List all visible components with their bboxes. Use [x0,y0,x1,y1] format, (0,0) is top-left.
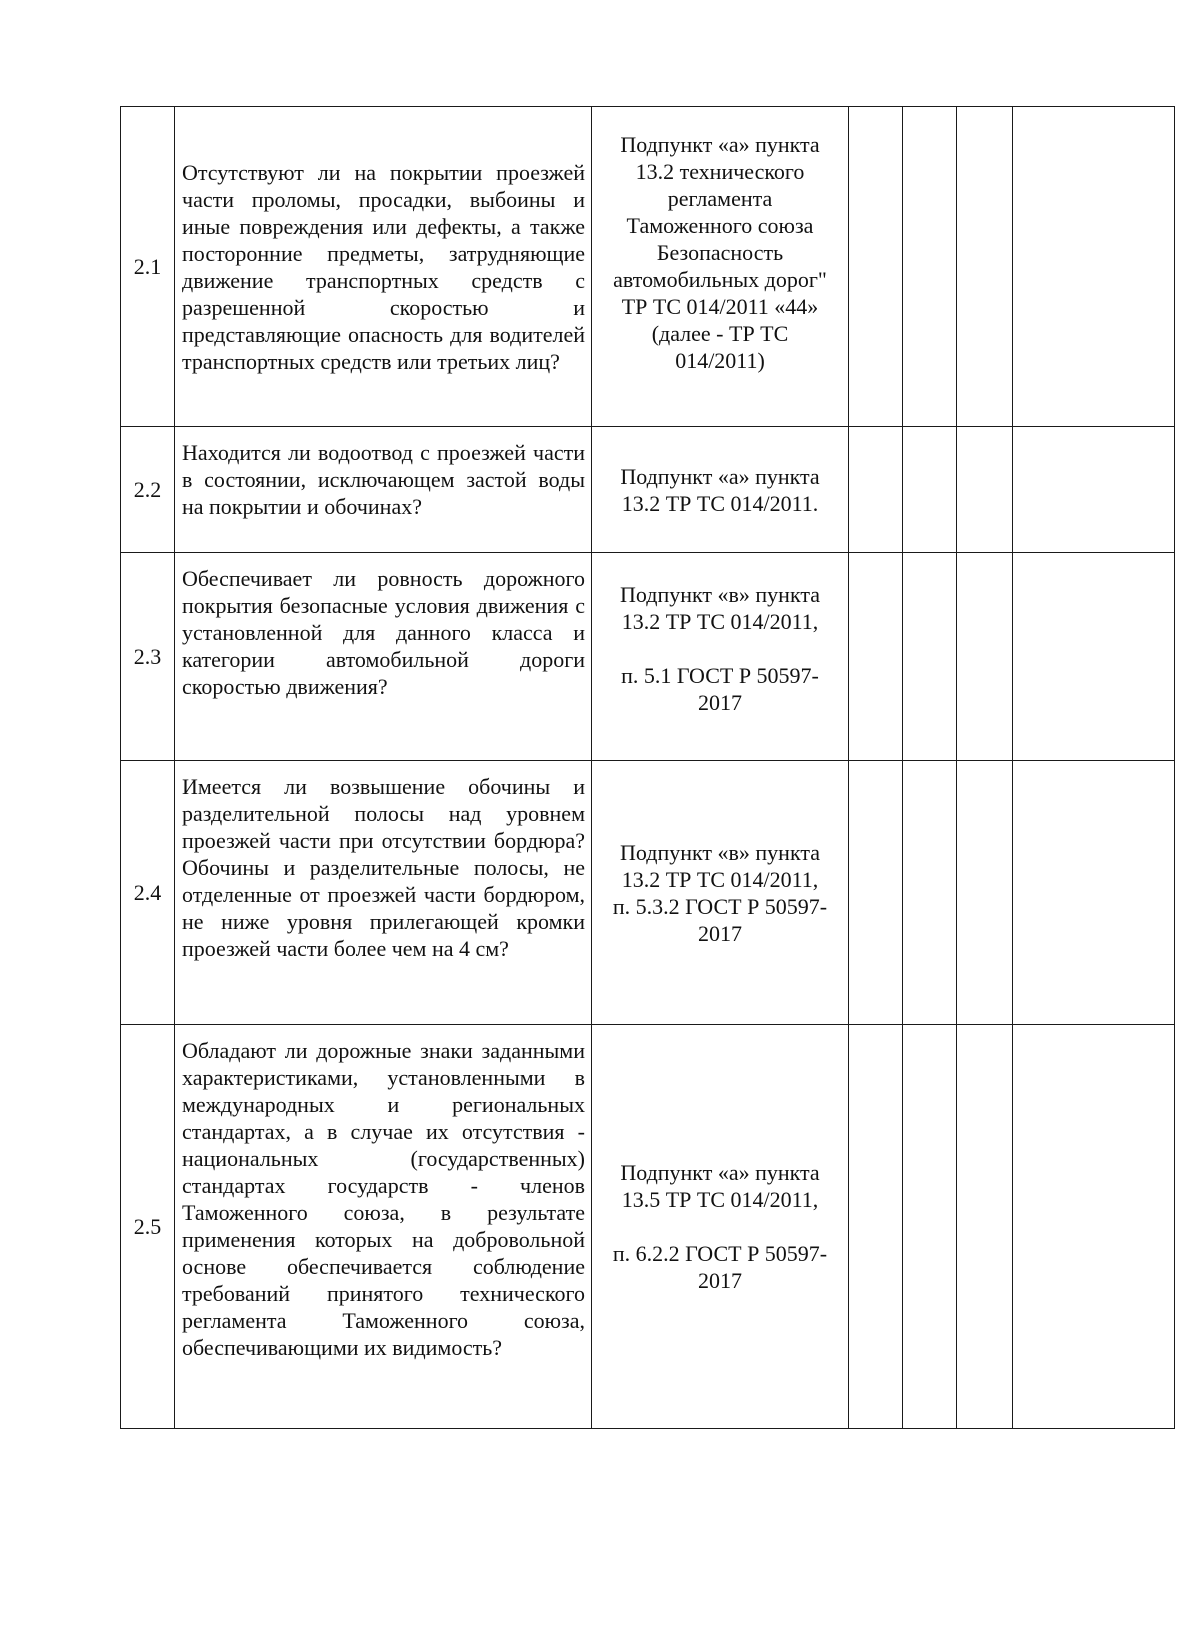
table-row [121,553,1175,761]
notes-cell[interactable] [1013,427,1175,553]
legal-reference [592,1025,849,1429]
question-text: Находится ли водоотвод с проезжей части в состоянии, исключающем застой воды на покрытии и обочинах? [175,427,592,553]
reference-line: ТР ТС 014/2011 «44» [621,294,819,319]
answer-na-cell[interactable] [957,761,1013,1025]
row-number: 2.1 [121,107,175,427]
reference-line: 014/2011) [675,348,765,373]
reference-line: Подпункт «а» пункта [620,132,820,157]
reference-line: Подпункт «а» пункта [620,463,820,489]
answer-yes-cell[interactable] [849,1025,903,1429]
question-text: Отсутствуют ли на покрытии проезжей части проломы, просадки, выбоины и иные повреждения или дефекты, а также посторонние предметы, затрудняющие движение транспортных средств с разрешенной скоростью и представляющие опасность для водителей транспортных средств или третьих лиц? [175,107,592,427]
answer-na-cell[interactable] [957,1025,1013,1429]
reference-line: автомобильных дорог" [613,267,827,292]
legal-reference [592,427,849,553]
answer-no-cell[interactable] [903,553,957,761]
reference-line: Безопасность [656,240,784,265]
answer-yes-cell[interactable] [849,427,903,553]
reference-line: 13.2 ТР ТС 014/2011, [621,866,819,892]
notes-cell[interactable] [1013,1025,1175,1429]
answer-no-cell[interactable] [903,1025,957,1429]
reference-line: Подпункт «а» пункта [620,1160,820,1185]
answer-no-cell[interactable] [903,107,957,427]
answer-no-cell[interactable] [903,761,957,1025]
reference-line: 13.2 ТР ТС 014/2011, [621,609,819,634]
reference-line: п. 5.3.2 ГОСТ Р 50597- [612,893,828,919]
reference-line: регламента [667,186,773,211]
checklist-table [120,106,1175,1429]
reference-line: 13.5 ТР ТС 014/2011, [621,1187,819,1212]
reference-line: Подпункт «в» пункта [620,839,820,865]
answer-na-cell[interactable] [957,553,1013,761]
reference-line: (далее - ТР ТС [651,321,789,346]
reference-line: Подпункт «в» пункта [620,582,820,607]
table-row [121,107,1175,427]
notes-cell[interactable] [1013,107,1175,427]
notes-cell[interactable] [1013,761,1175,1025]
answer-yes-cell[interactable] [849,553,903,761]
reference-line: 2017 [698,1268,742,1293]
answer-yes-cell[interactable] [849,107,903,427]
table-row [121,1025,1175,1429]
answer-na-cell[interactable] [957,427,1013,553]
row-number: 2.2 [121,427,175,553]
row-number: 2.4 [121,761,175,1025]
row-number: 2.5 [121,1025,175,1429]
answer-no-cell[interactable] [903,427,957,553]
legal-reference [592,107,849,427]
legal-reference [592,553,849,761]
reference-line: 2017 [698,920,742,946]
reference-line: Таможенного союза [626,213,814,238]
question-text: Обладают ли дорожные знаки заданными характеристиками, установленными в международных и региональных стандартах, а в случае их отсутствия - национальных (государственных) стандартах государств - членов Таможенного союза, в результате применения которых на добровольной основе обеспечивается соблюдение требований принятого технического регламента Таможенного союза, обеспечивающими их видимость? [175,1025,592,1429]
question-text: Имеется ли возвышение обочины и разделительной полосы над уровнем проезжей части при отсутствии бордюра? Обочины и разделительные полосы, не отделенные от проезжей части бордюром, не ниже уровня прилегающей кромки проезжей части более чем на 4 см? [175,761,592,1025]
notes-cell[interactable] [1013,553,1175,761]
answer-yes-cell[interactable] [849,761,903,1025]
legal-reference [592,761,849,1025]
table-row [121,427,1175,553]
table-row [121,761,1175,1025]
reference-line: 13.2 ТР ТС 014/2011. [621,490,819,516]
reference-line: 2017 [698,690,742,715]
row-number: 2.3 [121,553,175,761]
reference-line: 13.2 технического [635,159,805,184]
reference-line: п. 6.2.2 ГОСТ Р 50597- [612,1241,828,1266]
question-text: Обеспечивает ли ровность дорожного покрытия безопасные условия движения с установленной для данного класса и категории автомобильной дороги скоростью движения? [175,553,592,761]
answer-na-cell[interactable] [957,107,1013,427]
reference-line: п. 5.1 ГОСТ Р 50597- [621,663,819,688]
